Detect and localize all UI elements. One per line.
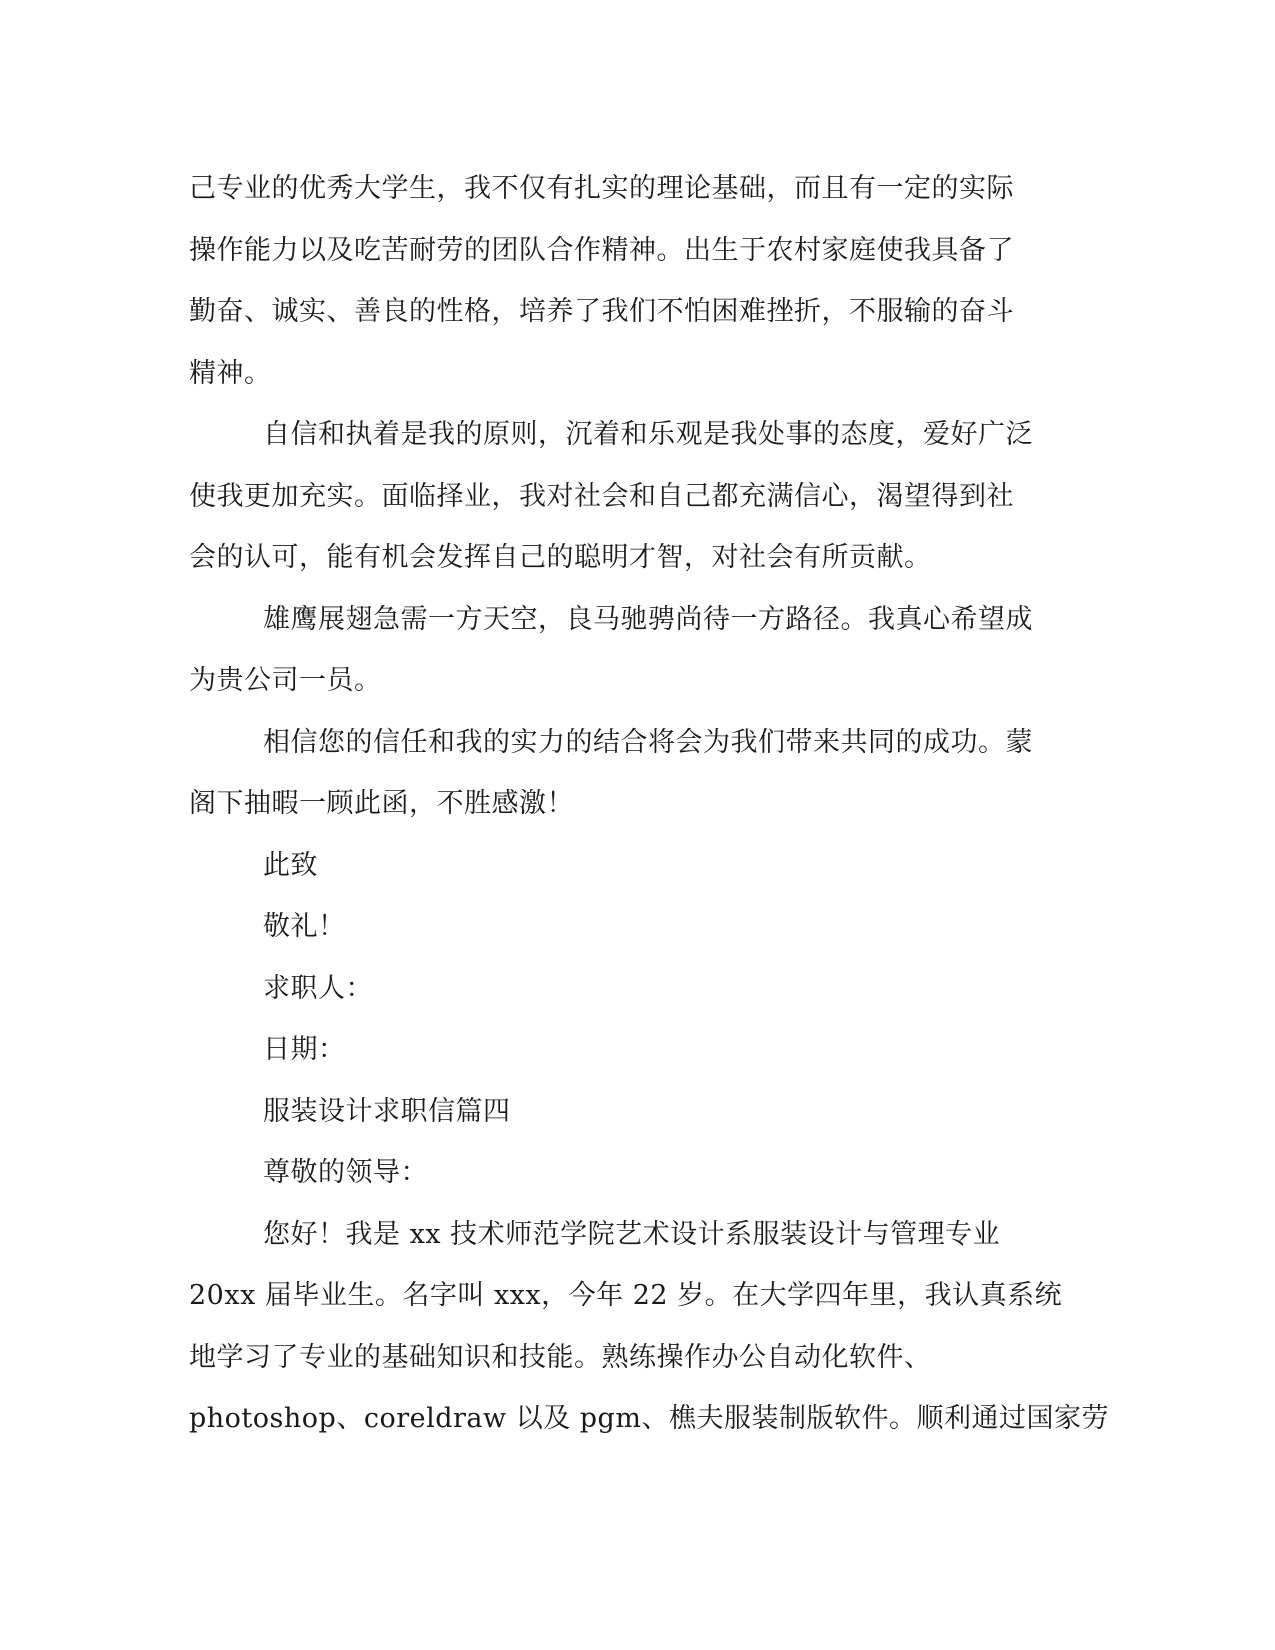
text-line: 使我更加充实。面临择业，我对社会和自己都充满信心，渴望得到社 (189, 480, 1014, 512)
section-title: 服装设计求职信篇四 (263, 1095, 511, 1127)
paragraph-first-line: 雄鹰展翅急需一方天空，良马驰骋尚待一方路径。我真心希望成 (263, 603, 1033, 635)
text-line: photoshop、coreldraw 以及 pgm、樵夫服装制版软件。顺利通过国家劳 (189, 1403, 1109, 1434)
letter-body (189, 158, 1109, 1450)
text-line: 精神。 (189, 357, 272, 389)
applicant-label: 求职人： (263, 972, 373, 1004)
closing-regards: 敬礼！ (263, 911, 346, 942)
text-line: 地学习了专业的基础知识和技能。熟练操作办公自动化软件、 (189, 1341, 932, 1373)
text-line: 为贵公司一员。 (189, 665, 382, 696)
text-line: 己专业的优秀大学生，我不仅有扎实的理论基础，而且有一定的实际 (189, 173, 1014, 204)
paragraph-first-line: 自信和执着是我的原则，沉着和乐观是我处事的态度，爱好广泛 (263, 419, 1033, 450)
text-line: 阁下抽暇一顾此函，不胜感激！ (189, 788, 574, 819)
text-line: 会的认可，能有机会发挥自己的聪明才智，对社会有所贡献。 (189, 542, 932, 573)
text-line: 勤奋、诚实、善良的性格，培养了我们不怕困难挫折，不服输的奋斗 (189, 296, 1014, 327)
closing-salutation: 此致 (263, 849, 318, 881)
paragraph-first-line: 您好！我是 xx 技术师范学院艺术设计系服装设计与管理专业 (263, 1218, 1001, 1250)
paragraph-first-line: 相信您的信任和我的实力的结合将会为我们带来共同的成功。蒙 (263, 726, 1033, 758)
text-line: 操作能力以及吃苦耐劳的团队合作精神。出生于农村家庭使我具备了 (189, 234, 1014, 266)
date-label: 日期： (263, 1034, 346, 1065)
greeting: 尊敬的领导： (263, 1157, 428, 1188)
text-line: 20xx 届毕业生。名字叫 xxx，今年 22 岁。在大学四年里，我认真系统 (189, 1280, 1063, 1311)
